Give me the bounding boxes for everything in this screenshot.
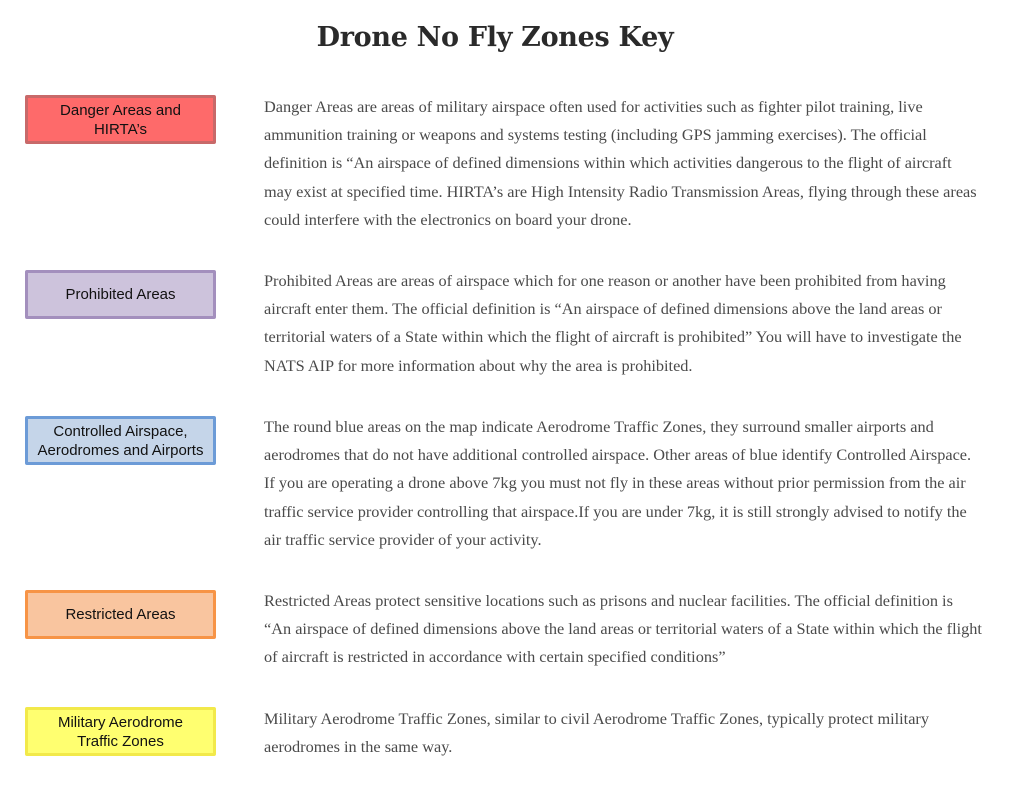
- key-swatch-danger-areas: Danger Areas and HIRTA’s: [25, 95, 216, 144]
- description-restricted-areas: Restricted Areas protect sensitive locations such as prisons and nuclear facilities. The official definition is “An airspace of defined dimensions above the land areas or territorial waters of a State within which the flight of aircraft is restricted in accordance with certain specified conditions”: [264, 591, 982, 667]
- description-prohibited-areas: Prohibited Areas are areas of airspace which for one reason or another have been prohibited from having aircraft enter them. The official definition is “An airspace of defined dimensions above the land areas or territorial waters of a State within which the flight of aircraft is prohibited” You will have to investigate the NATS AIP for more information about why the area is prohibited.: [264, 271, 962, 375]
- description-danger-areas: Danger Areas are areas of military airspace often used for activities such as fighter pilot training, live ammunition training or weapons and systems testing (including GPS jamming exercises). The official definition is “An airspace of defined dimensions within which activities dangerous to the flight of aircraft may exist at specified time. HIRTA’s are High Intensity Radio Transmission Areas, flying through these areas could interfere with the electronics on board your drone.: [264, 97, 977, 229]
- page-title: Drone No Fly Zones Key: [316, 22, 674, 53]
- key-swatch-prohibited-areas: Prohibited Areas: [25, 270, 216, 319]
- key-swatch-restricted-areas: Restricted Areas: [25, 590, 216, 639]
- description-controlled-airspace: The round blue areas on the map indicate Aerodrome Traffic Zones, they surround smaller airports and aerodromes that do not have additional controlled airspace. Other areas of blue identify Controlled Airspace. If you are operating a drone above 7kg you must not fly in these areas without prior permission from the air traffic service provider controlling that airspace.If you are under 7kg, it is still strongly advised to notify the air traffic service provider of your activity.: [264, 417, 972, 549]
- key-swatch-controlled-airspace: Controlled Airspace, Aerodromes and Airports: [25, 416, 216, 465]
- key-swatch-military-aerodrome: Military Aerodrome Traffic Zones: [25, 707, 216, 756]
- description-military-aerodrome: Military Aerodrome Traffic Zones, similar to civil Aerodrome Traffic Zones, typically protect military aerodromes in the same way.: [264, 709, 929, 757]
